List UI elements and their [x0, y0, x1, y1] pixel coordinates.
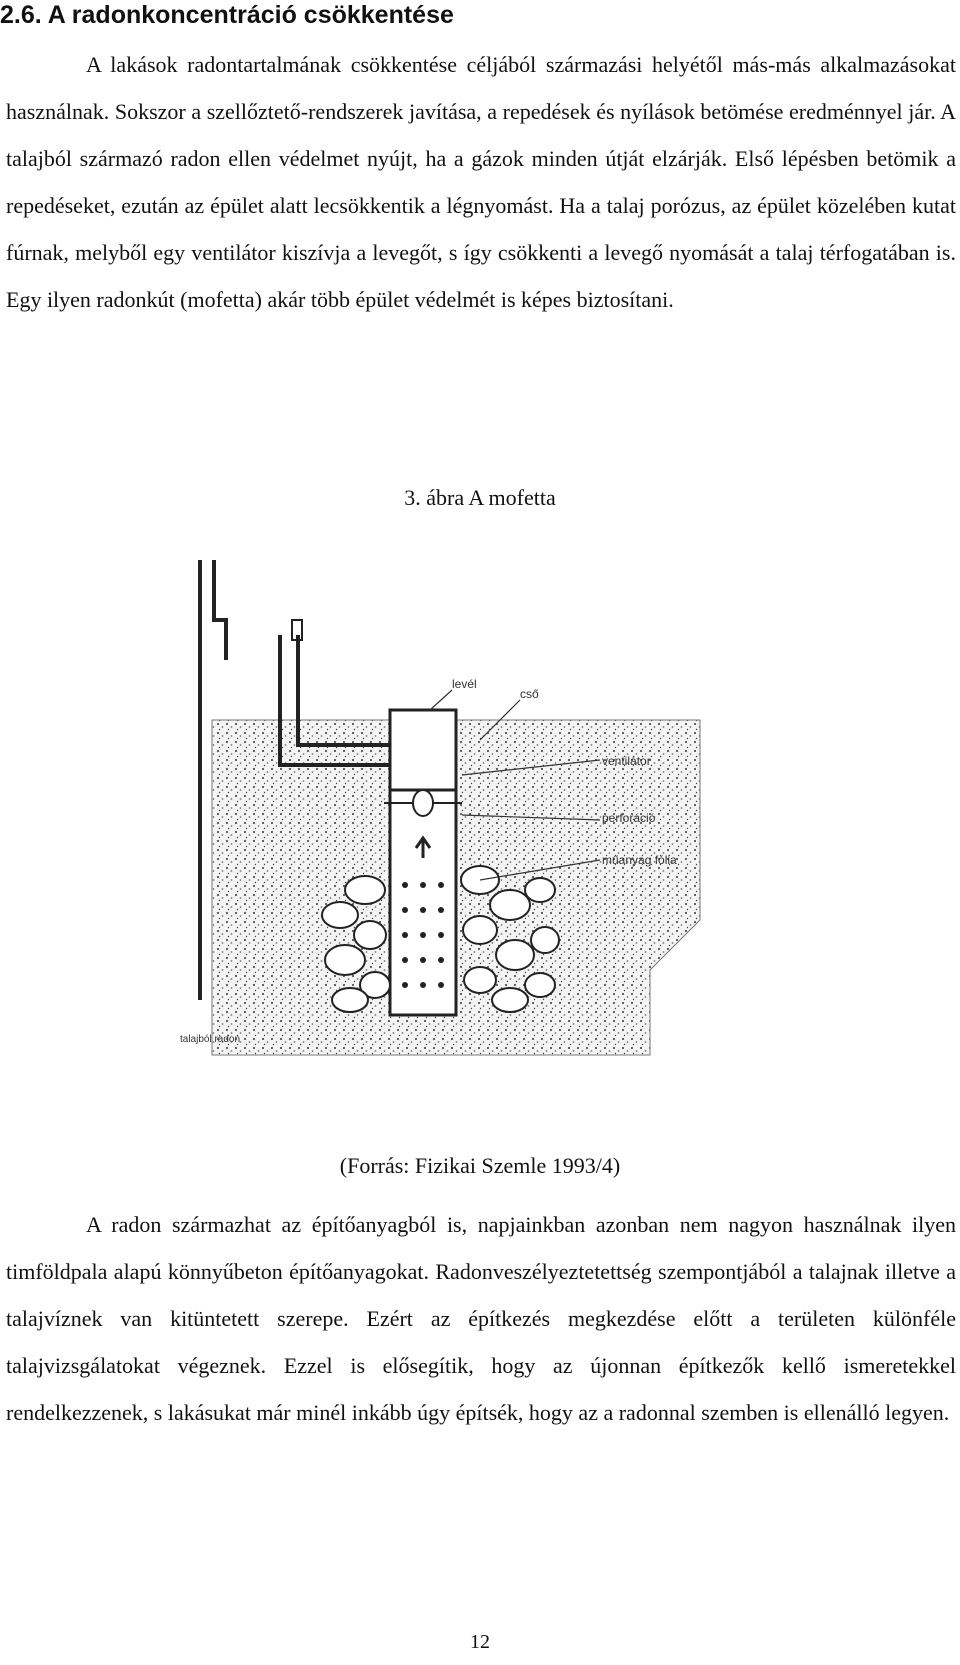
label-bottom: talajból radon	[180, 1034, 241, 1045]
label-perforation: perforáció	[602, 811, 656, 825]
page-number: 12	[470, 1631, 490, 1653]
figure-source: (Forrás: Fizikai Szemle 1993/4)	[339, 1153, 621, 1178]
paragraph-intro: A lakások radontartalmának csökkentése céljából származási helyétől más-más alkalmazásokat használnak. Sokszor a szellőztető-rendszerek javítása, a repedések és nyílások betömése eredménnyel jár. A talajból származó radon ellen védelmet nyújt, ha a gázok minden útját elzárják. Első lépésben betömik a repedéseket, ezután az épület alatt lecsökkentik a légnyomást. Ha a talaj porózus, az épület közelében kutat fúrnak, melyből egy ventilátor kiszívja a levegőt, s így csökkenti a levegő nyomását a talaj térfogatában is. Egy ilyen radonkút (mofetta) akár több épület védelmét is képes biztosítani.	[6, 52, 956, 312]
well-column	[384, 710, 462, 1015]
section-heading: 2.6. A radonkoncentráció csökkentése	[0, 1, 454, 29]
paragraph-building-materials: A radon származhat az építőanyagból is, napjainkban azonban nem nagyon használnak ilyen timföldpala alapú könnyűbeton építőanyagokat. Radonveszélyeztetettség szempontjából a talajnak illetve a talajvíznek van kitüntetett szerepe. Ezért az építkezés megkezdése előtt a területen különféle talajvizsgálatokat végeznek. Ezzel is elősegítik, hogy az újonnan építkezők kellő ismeretekkel rendelkezzenek, s lakásukat már minél inkább úgy építsék, hogy az a radonnal szemben is ellenálló legyen.	[6, 1212, 956, 1425]
label-fan: ventilátor	[602, 754, 651, 768]
mofetta-figure	[180, 560, 740, 1105]
label-foil: műanyag fólia	[602, 853, 677, 867]
label-pipe: cső	[520, 687, 539, 701]
figure-caption: 3. ábra A mofetta	[404, 485, 556, 510]
label-leaf: levél	[452, 677, 477, 691]
